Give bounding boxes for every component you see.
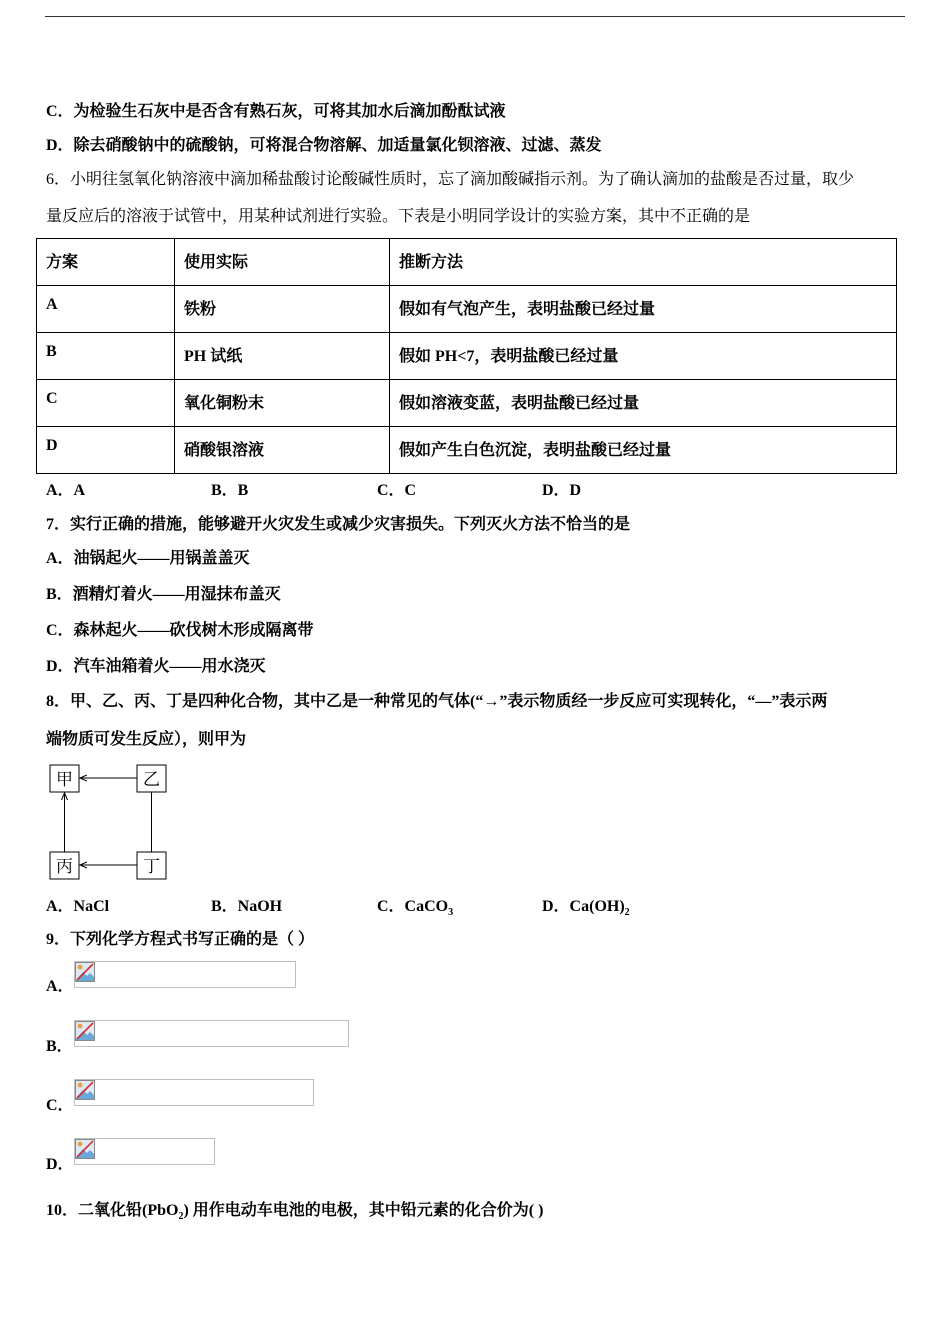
q8-stem-line1: 8．甲、乙、丙、丁是四种化合物，其中乙是一种常见的气体(“→”表示物质经一步反应可实现转化，“—”表示两 [46, 693, 828, 710]
table-cell: 氧化铜粉末 [175, 380, 390, 427]
broken-image-icon [75, 962, 95, 982]
q10-stem: 10．二氧化铅(PbO$_2$) 用作电动车电池的电极，其中铅元素的化合价为( ) [46, 1202, 544, 1223]
table-cell: 铁粉 [175, 286, 390, 333]
table-cell: PH 试纸 [175, 333, 390, 380]
q7-stem: 7．实行正确的措施，能够避开火灾发生或减少灾害损失。下列灭火方法不恰当的是 [46, 516, 631, 533]
q7-option-d: D．汽车油箱着火——用水浇灭 [46, 658, 266, 675]
table-cell: B [37, 333, 175, 380]
conversion-diagram [46, 760, 170, 882]
q9-label-c: C． [46, 1097, 74, 1114]
table-header-cell: 推断方法 [390, 239, 897, 286]
q7-option-b: B．酒精灯着火——用湿抹布盖灭 [46, 586, 281, 603]
equation-image-c [74, 1079, 314, 1106]
q6-option-b: B．B [211, 482, 249, 499]
label-bing: 丙 [56, 857, 73, 877]
q8-option-d: D．$Ca(OH)_2$ [542, 898, 630, 919]
broken-image-icon [75, 1021, 95, 1041]
experiment-table [36, 238, 897, 474]
q6-option-c: C．C [377, 482, 417, 499]
table-cell: 假如产生白色沉淀，表明盐酸已经过量 [390, 427, 897, 474]
equation-image-b [74, 1020, 349, 1047]
q8-option-a: A．NaCl [46, 898, 110, 915]
header-rule [45, 16, 905, 17]
equation-image-a [74, 961, 296, 988]
table-header-row [37, 239, 897, 286]
table-cell: A [37, 286, 175, 333]
q7-option-a: A．油锅起火——用锅盖盖灭 [46, 550, 250, 567]
broken-image-icon [75, 1139, 95, 1159]
q6-option-d: D．D [542, 482, 582, 499]
q7-option-c: C．森林起火——砍伐树木形成隔离带 [46, 622, 314, 639]
broken-image-icon [75, 1080, 95, 1100]
table-row [37, 427, 897, 474]
table-cell: 假如溶液变蓝，表明盐酸已经过量 [390, 380, 897, 427]
equation-image-d [74, 1138, 215, 1165]
table-row [37, 333, 897, 380]
table-row [37, 380, 897, 427]
q6-stem-line1: 6．小明往氢氧化钠溶液中滴加稀盐酸讨论酸碱性质时，忘了滴加酸碱指示剂。为了确认滴加的盐酸是否过量，取少 [46, 171, 855, 188]
table-cell: 硝酸银溶液 [175, 427, 390, 474]
q8-option-c: C．CaCO$_3$ [377, 898, 454, 919]
q6-option-a: A．A [46, 482, 86, 499]
q9-label-a: A． [46, 978, 74, 995]
q8-option-b: B．NaOH [211, 898, 283, 915]
table-cell: 假如有气泡产生，表明盐酸已经过量 [390, 286, 897, 333]
table-header-cell: 方案 [37, 239, 175, 286]
q5-option-c: C．为检验生石灰中是否含有熟石灰，可将其加水后滴加酚酞试液 [46, 103, 506, 120]
table-header-cell: 使用实际 [175, 239, 390, 286]
q9-label-b: B． [46, 1038, 73, 1055]
label-yi: 乙 [143, 770, 160, 790]
label-jia: 甲 [56, 770, 73, 790]
table-cell: 假如 PH<7，表明盐酸已经过量 [390, 333, 897, 380]
table-cell: D [37, 427, 175, 474]
q5-option-d: D．除去硝酸钠中的硫酸钠，可将混合物溶解、加适量氯化钡溶液、过滤、蒸发 [46, 137, 602, 154]
q6-stem-line2: 量反应后的溶液于试管中，用某种试剂进行实验。下表是小明同学设计的实验方案，其中不正确的是 [46, 208, 751, 225]
q9-label-d: D． [46, 1156, 74, 1173]
q9-stem: 9．下列化学方程式书写正确的是（ ） [46, 931, 315, 948]
label-ding: 丁 [143, 857, 160, 877]
q8-stem-line2: 端物质可发生反应），则甲为 [46, 731, 247, 748]
table-cell: C [37, 380, 175, 427]
table-row [37, 286, 897, 333]
